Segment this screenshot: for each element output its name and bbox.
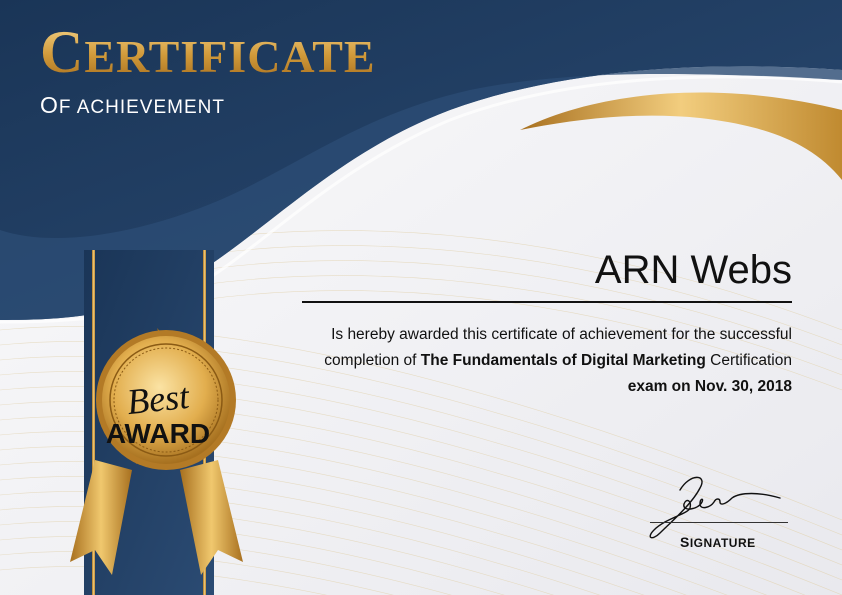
signature-line [650, 522, 788, 523]
signature-rest: IGNATURE [689, 536, 756, 550]
recipient-name: ARN Webs [594, 248, 792, 292]
certificate-subtitle [40, 92, 376, 119]
certificate-title [40, 19, 376, 85]
certificate-body [272, 322, 792, 400]
title-initial: C [40, 19, 85, 85]
exam-date: exam on Nov. 30, 2018 [627, 378, 792, 395]
badge-text-award: AWARD [105, 418, 211, 449]
course-name: The Fundamentals of Digital Marketing [420, 352, 706, 369]
certificate-heading [40, 19, 376, 119]
title-rest: ERTIFICATE [84, 31, 376, 82]
recipient-underline [302, 301, 792, 303]
subtitle-rest: F ACHIEVEMENT [58, 97, 225, 118]
body-text-part2: Certification [705, 352, 792, 369]
signature-initial: S [680, 534, 690, 550]
subtitle-initial: O [40, 92, 59, 118]
badge-text-best: Best [125, 375, 191, 423]
body-text-part1: Is hereby awarded this certificate of achievement for the successful completion of [324, 326, 792, 369]
signature-label [680, 534, 756, 550]
